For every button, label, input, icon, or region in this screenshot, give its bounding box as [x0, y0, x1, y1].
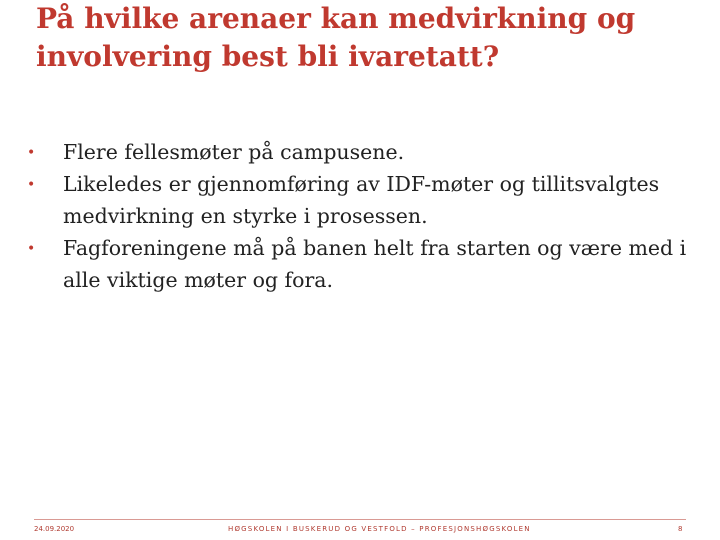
bullet-item [27, 168, 692, 232]
bullet-icon: • [27, 177, 36, 193]
bullet-item [27, 232, 692, 296]
page-number: 8 [678, 525, 683, 533]
bullet-list [27, 136, 692, 296]
slide-title: På hvilke arenaer kan medvirkning og involvering best bli ivaretatt? [36, 2, 636, 73]
bullet-text: Fagforeningene må på banen helt fra starten og være med i alle viktige møter og fora. [63, 236, 687, 292]
bullet-item [27, 136, 692, 168]
footer-divider [34, 519, 686, 520]
bullet-icon: • [27, 241, 36, 257]
bullet-icon: • [27, 145, 36, 161]
bullet-text: Likeledes er gjennomføring av IDF-møter og tillitsvalgtes medvirkning en styrke i prosessen. [63, 172, 660, 228]
footer-date: 24.09.2020 [34, 525, 75, 533]
bullet-text: Flere fellesmøter på campusene. [63, 140, 405, 164]
footer-organization: HØGSKOLEN I BUSKERUD OG VESTFOLD – PROFESJONSHØGSKOLEN [228, 525, 531, 533]
